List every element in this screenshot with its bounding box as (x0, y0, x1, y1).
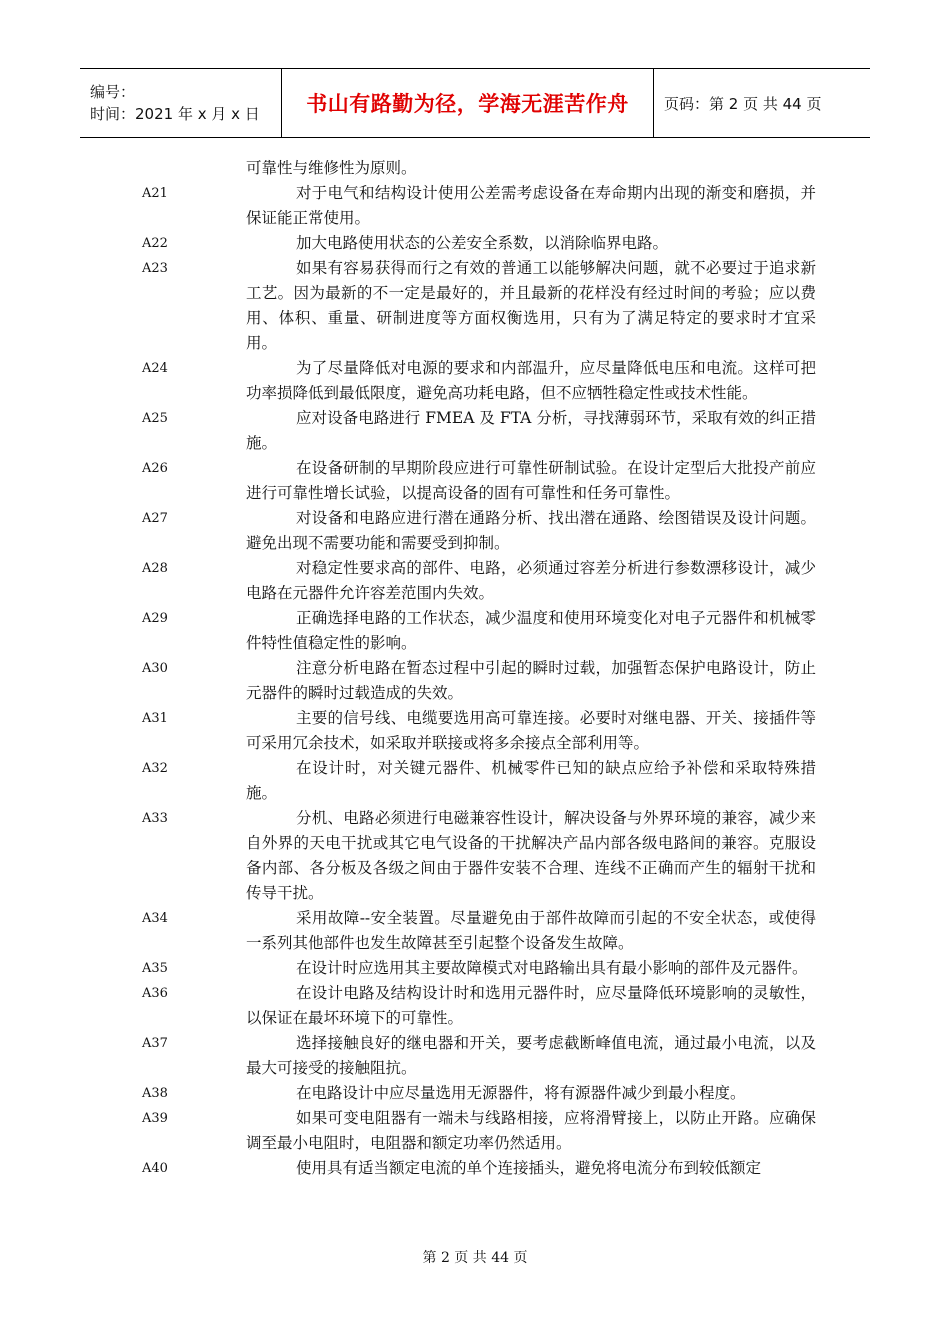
item-text: 使用具有适当额定电流的单个连接插头，避免将电流分布到较低额定 (296, 1159, 762, 1177)
list-item (0, 906, 950, 956)
item-code: A29 (142, 611, 168, 626)
item-text: 对稳定性要求高的部件、电路，必须通过容差分析进行参数漂移设计，减少电路在元器件允许容差范围内失效。 (246, 559, 816, 602)
list-item (0, 456, 950, 506)
list-item (0, 556, 950, 606)
list-item (0, 806, 950, 906)
list-item (0, 1156, 950, 1181)
item-code: A27 (142, 511, 168, 526)
item-text: 采用故障--安全装置。尽量避免由于部件故障而引起的不安全状态，或使得一系列其他部件也发生故障甚至引起整个设备发生故障。 (246, 909, 816, 952)
item-code: A33 (142, 811, 168, 826)
item-text: 加大电路使用状态的公差安全系数，以消除临界电路。 (296, 234, 669, 252)
item-code: A35 (142, 961, 168, 976)
item-text: 在设计时应选用其主要故障模式对电路输出具有最小影响的部件及元器件。 (296, 959, 808, 977)
item-code: A25 (142, 411, 168, 426)
item-text: 在设计时，对关键元器件、机械零件已知的缺点应给予补偿和采取特殊措施。 (246, 759, 816, 802)
header-page-info-cell (654, 69, 870, 137)
item-text: 在设备研制的早期阶段应进行可靠性研制试验。在设计定型后大批投产前应进行可靠性增长试验，以提高设备的固有可靠性和任务可靠性。 (246, 459, 816, 502)
item-code: A23 (142, 261, 168, 276)
item-code: A34 (142, 911, 168, 926)
page-header (80, 68, 870, 138)
list-item (0, 1106, 950, 1156)
item-code: A22 (142, 236, 168, 251)
item-code: A39 (142, 1111, 168, 1126)
item-text: 正确选择电路的工作状态，减少温度和使用环境变化对电子元器件和机械零件特性值稳定性的影响。 (246, 609, 816, 652)
list-item (0, 981, 950, 1031)
list-item (0, 656, 950, 706)
item-text: 如果可变电阻器有一端未与线路相接，应将滑臂接上，以防止开路。应确保调至最小电阻时，电阻器和额定功率仍然适用。 (246, 1109, 816, 1152)
list-item (0, 256, 950, 356)
item-text: 主要的信号线、电缆要选用高可靠连接。必要时对继电器、开关、接插件等可采用冗余技术，如采取并联接或将多余接点全部利用等。 (246, 709, 816, 752)
list-item (0, 606, 950, 656)
list-item (0, 756, 950, 806)
item-code: A40 (142, 1161, 168, 1176)
page-footer: 第 2 页 共 44 页 (422, 1250, 528, 1266)
list-item (0, 956, 950, 981)
item-code: A36 (142, 986, 168, 1001)
list-item (0, 406, 950, 456)
header-motto-cell (282, 69, 654, 137)
header-meta (80, 69, 282, 137)
motto: 书山有路勤为径，学海无涯苦作舟 (306, 92, 629, 116)
item-text: 对设备和电路应进行潜在通路分析、找出潜在通路、绘图错误及设计问题。避免出现不需要功能和需要受到抑制。 (246, 509, 816, 552)
list-item (0, 356, 950, 406)
item-text: 在电路设计中应尽量选用无源器件，将有源器件减少到最小程度。 (296, 1084, 746, 1102)
item-code: A32 (142, 761, 168, 776)
list-item (0, 156, 950, 181)
list-item (0, 706, 950, 756)
item-code: A26 (142, 461, 168, 476)
item-text: 为了尽量降低对电源的要求和内部温升，应尽量降低电压和电流。这样可把功率损降低到最低限度，避免高功耗电路，但不应牺牲稳定性或技术性能。 (246, 359, 816, 402)
page-info: 页码：第 2 页 共 44 页 (664, 94, 822, 113)
item-text: 选择接触良好的继电器和开关，要考虑截断峰值电流，通过最小电流，以及最大可接受的接触阻抗。 (246, 1034, 816, 1077)
list-item (0, 231, 950, 256)
list-item (0, 1081, 950, 1106)
item-text: 应对设备电路进行 FMEA 及 FTA 分析，寻找薄弱环节，采取有效的纠正措施。 (246, 409, 816, 452)
list-item (0, 181, 950, 231)
list-item (0, 506, 950, 556)
item-text: 分机、电路必须进行电磁兼容性设计，解决设备与外界环境的兼容，减少来自外界的天电干扰或其它电气设备的干扰解决产品内部各级电路间的兼容。克服设备内部、各分板及各级之间由于器件安装不合理、连线不正确而产生的辐射干扰和传导干扰。 (246, 809, 816, 902)
item-code: A21 (142, 186, 168, 201)
item-text: 在设计电路及结构设计时和选用元器件时，应尽量降低环境影响的灵敏性，以保证在最坏环境下的可靠性。 (246, 984, 816, 1027)
document-body (0, 156, 950, 1181)
item-code: A37 (142, 1036, 168, 1051)
time-label: 时间：2021 年 x 月 x 日 (90, 105, 260, 123)
item-code: A24 (142, 361, 168, 376)
number-label: 编号： (90, 83, 136, 101)
list-item (0, 1031, 950, 1081)
item-text: 对于电气和结构设计使用公差需考虑设备在寿命期内出现的渐变和磨损，并保证能正常使用。 (246, 184, 816, 227)
item-code: A38 (142, 1086, 168, 1101)
item-text: 可靠性与维修性为原则。 (246, 159, 417, 177)
item-text: 注意分析电路在暂态过程中引起的瞬时过载，加强暂态保护电路设计，防止元器件的瞬时过载造成的失效。 (246, 659, 816, 702)
item-code: A30 (142, 661, 168, 676)
item-code: A28 (142, 561, 168, 576)
item-text: 如果有容易获得而行之有效的普通工以能够解决问题，就不必要过于追求新工艺。因为最新的不一定是最好的，并且最新的花样没有经过时间的考验；应以费用、体积、重量、研制进度等方面权衡选用，只有为了满足特定的要求时才宜采用。 (246, 259, 816, 352)
item-code: A31 (142, 711, 168, 726)
